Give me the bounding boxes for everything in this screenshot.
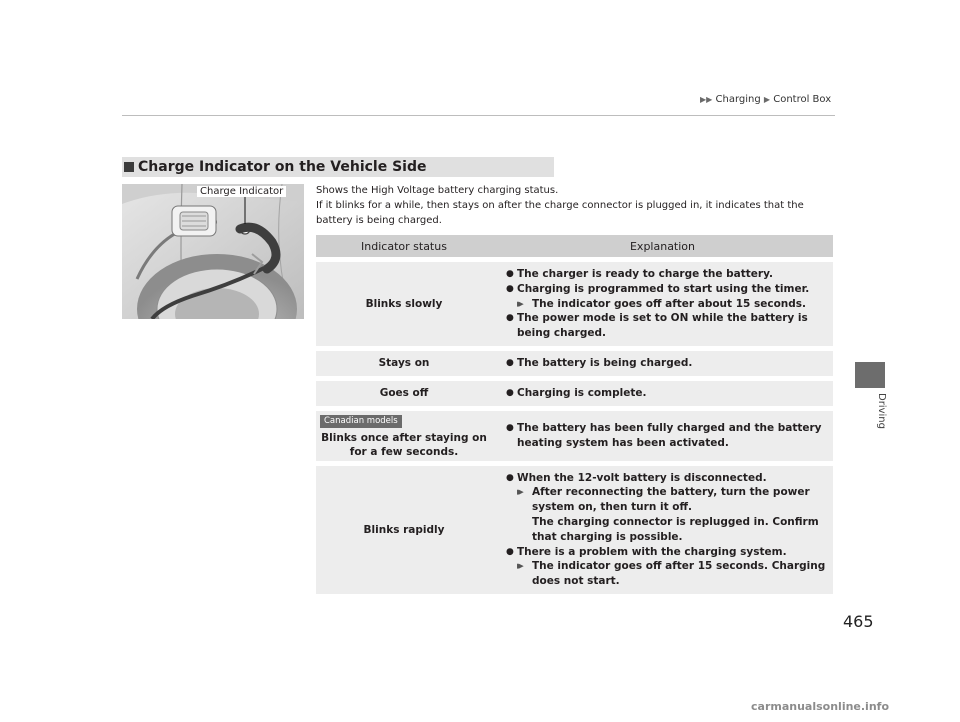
status-goes-off: Goes off bbox=[316, 381, 492, 406]
intro-text bbox=[316, 183, 836, 228]
header-indicator-status: Indicator status bbox=[316, 235, 492, 257]
page-number: 465 bbox=[843, 612, 874, 631]
table-row bbox=[316, 351, 833, 376]
table-row bbox=[316, 381, 833, 406]
list-item: ● The battery has been fully charged and the battery heating system has been activated. bbox=[506, 421, 827, 451]
list-sub-item: ▶▶ The indicator goes off after about 15 seconds. bbox=[506, 297, 827, 312]
breadcrumb-control-box[interactable]: Control Box bbox=[773, 94, 832, 105]
list-continuation: The charging connector is replugged in. Confirm that charging is possible. bbox=[532, 515, 819, 543]
status-blinks-rapidly: Blinks rapidly bbox=[316, 466, 492, 594]
explanation-cell bbox=[492, 351, 833, 376]
status-blinks-once bbox=[316, 411, 492, 461]
list-sub-item: ▶▶ The indicator goes off after 15 seconds. Charging does not start. bbox=[506, 559, 827, 589]
list-item: ● The charger is ready to charge the battery. bbox=[506, 267, 827, 282]
intro-line-1: Shows the High Voltage battery charging status. bbox=[316, 185, 559, 196]
charge-indicator-callout: Charge Indicator bbox=[197, 186, 286, 197]
list-item: ● Charging is programmed to start using the timer. bbox=[506, 282, 827, 297]
section-heading bbox=[122, 157, 554, 177]
list-item: ● Charging is complete. bbox=[506, 386, 827, 401]
explanation-cell bbox=[492, 262, 833, 346]
header-rule bbox=[122, 115, 835, 116]
list-item: ● There is a problem with the charging system. bbox=[506, 545, 827, 560]
table-row bbox=[316, 466, 833, 594]
explanation-cell bbox=[492, 466, 833, 594]
header-explanation: Explanation bbox=[492, 235, 833, 257]
table-row bbox=[316, 262, 833, 346]
vehicle-charge-port-illustration bbox=[122, 184, 304, 319]
list-item: ● The power mode is set to ON while the battery is being charged. bbox=[506, 311, 827, 341]
breadcrumb-arrow-icon: ▶▶ bbox=[700, 95, 713, 104]
side-tab-label: Driving bbox=[876, 393, 887, 429]
explanation-cell bbox=[492, 411, 833, 461]
intro-line-2: If it blinks for a while, then stays on after the charge connector is plugged in, it indicates that the battery is being charged. bbox=[316, 200, 804, 226]
status-stays-on: Stays on bbox=[316, 351, 492, 376]
badge-wrap bbox=[320, 413, 488, 428]
breadcrumb bbox=[700, 94, 831, 105]
indicator-status-table bbox=[316, 230, 833, 599]
watermark: carmanualsonline.info bbox=[751, 700, 889, 713]
status-blinks-once-text: Blinks once after staying on for a few seconds. bbox=[321, 431, 487, 458]
explanation-cell bbox=[492, 381, 833, 406]
table-row bbox=[316, 411, 833, 461]
section-title: Charge Indicator on the Vehicle Side bbox=[138, 159, 427, 175]
list-sub-item: ▶▶ After reconnecting the battery, turn the power system on, then turn it off. bbox=[506, 485, 827, 515]
breadcrumb-arrow-icon: ▶ bbox=[763, 95, 771, 104]
canadian-models-badge: Canadian models bbox=[320, 415, 402, 428]
status-blinks-slowly: Blinks slowly bbox=[316, 262, 492, 346]
table-header-row bbox=[316, 235, 833, 257]
list-item: ● The battery is being charged. bbox=[506, 356, 827, 371]
side-tab-marker bbox=[855, 362, 885, 388]
list-item: ● When the 12-volt battery is disconnected. bbox=[506, 471, 827, 486]
charge-port-drawing bbox=[122, 184, 304, 319]
heading-square-icon bbox=[124, 162, 134, 172]
breadcrumb-charging[interactable]: Charging bbox=[715, 94, 761, 105]
